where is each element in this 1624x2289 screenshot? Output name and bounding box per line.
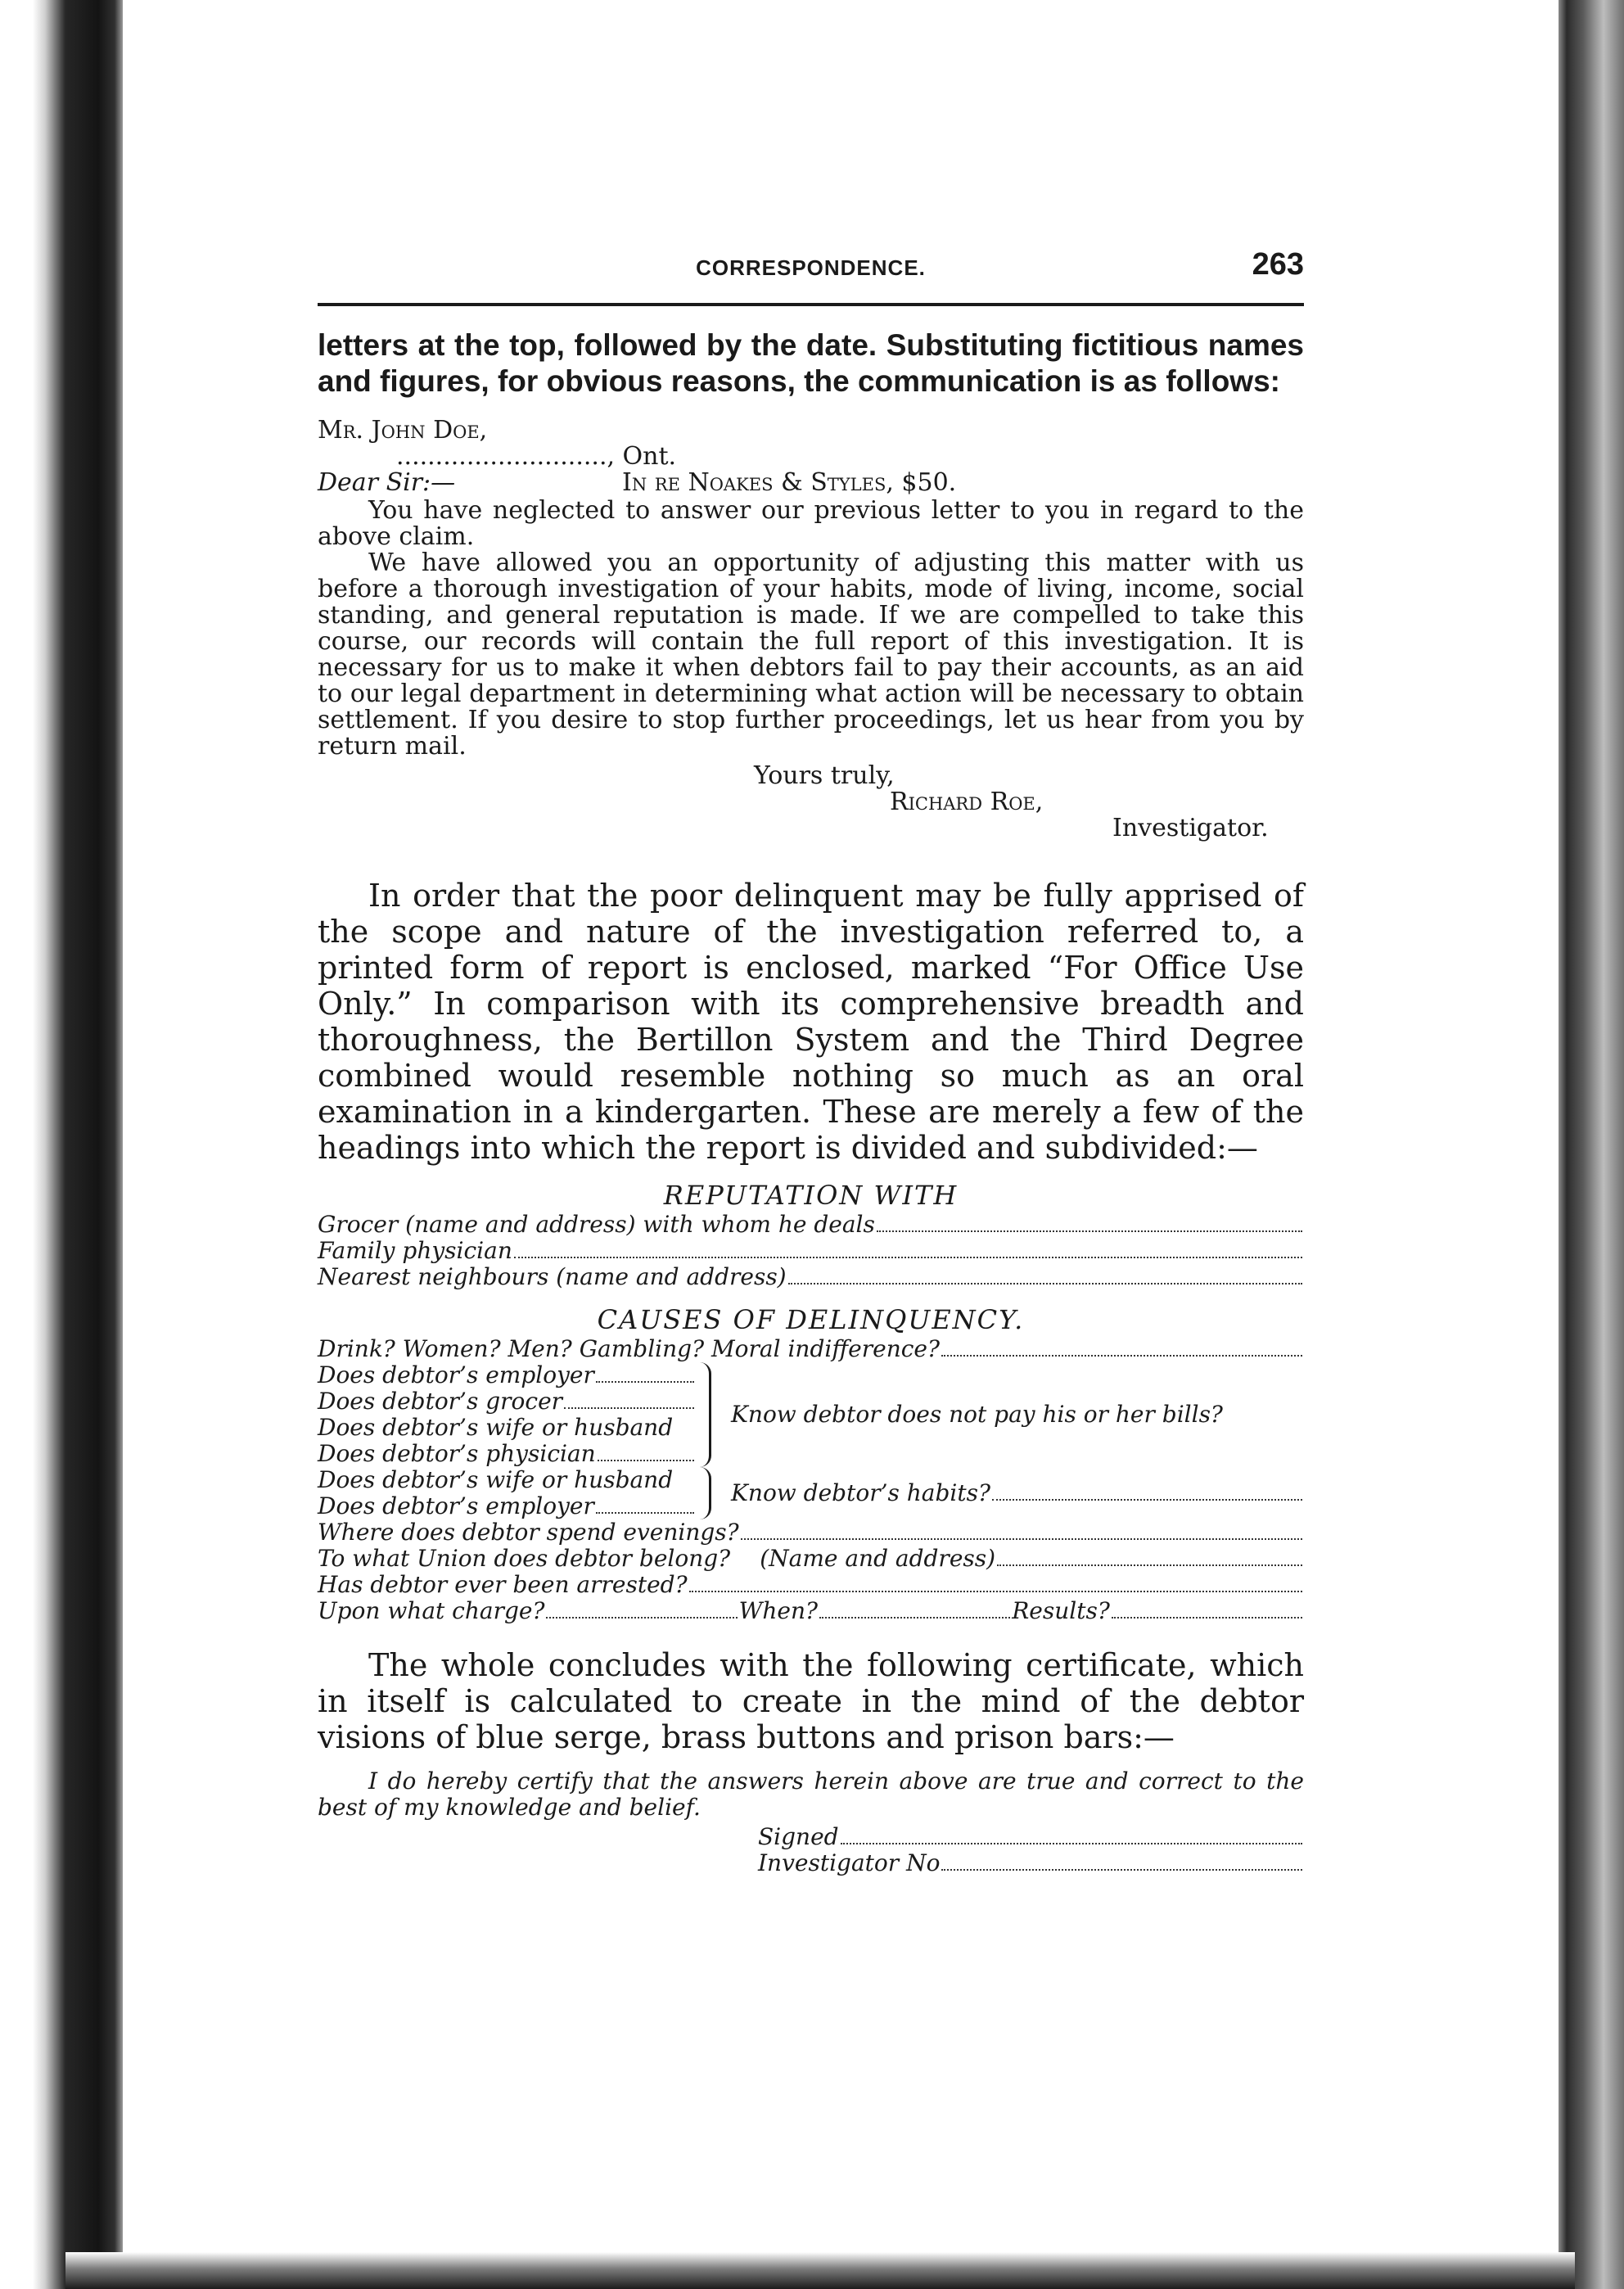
- certificate: [318, 1768, 1304, 1876]
- conclusion-paragraph: The whole concludes with the following certificate, which in itself is calculated to create in the mind of the debtor visions of blue serge, brass buttons and prison bars:—: [318, 1647, 1304, 1755]
- form-label: Signed: [758, 1823, 839, 1850]
- signature-block: [758, 1824, 1304, 1876]
- dotted-leader: [596, 1512, 694, 1514]
- dotted-leader: [564, 1407, 694, 1409]
- form-label: Does debtor’s employer: [318, 1361, 594, 1388]
- letter: [318, 418, 1304, 842]
- form-label: Know debtor does not pay his or her bills?: [731, 1401, 1223, 1428]
- dotted-leader: [941, 1869, 1302, 1871]
- reputation-form: [318, 1212, 1304, 1290]
- form-line-grocer-2: [318, 1388, 696, 1415]
- form-line-investigator-no: [758, 1850, 1304, 1876]
- dotted-leader: [598, 1460, 694, 1461]
- form-line-grocer: [318, 1212, 1304, 1238]
- form-line-union: [318, 1546, 1304, 1572]
- letter-paragraph-1: You have neglected to answer our previous letter to you in regard to the above claim.: [318, 496, 1304, 551]
- dotted-leader: [877, 1230, 1302, 1232]
- form-label: Drink? Women? Men? Gambling? Moral indifference?: [318, 1335, 940, 1362]
- dotted-leader: [819, 1617, 1010, 1619]
- form-label: Does debtor’s physician: [318, 1440, 596, 1467]
- running-title: CORRESPONDENCE.: [696, 255, 926, 280]
- intro-paragraph: letters at the top, followed by the date. Substituting fictitious names and figures, for obvious reasons, the communication is as follows:: [318, 328, 1304, 398]
- bracket-group-habits: [318, 1467, 1304, 1519]
- dotted-leader: [1112, 1617, 1302, 1619]
- form-line-physician-2: [318, 1441, 696, 1467]
- scan-binding-edge-left: [0, 0, 123, 2289]
- letter-in-re: In re Noakes & Styles, $50.: [622, 468, 957, 497]
- form-label: (Name and address): [760, 1545, 996, 1572]
- dotted-leader: [992, 1499, 1302, 1501]
- form-label: Does debtor’s employer: [318, 1492, 594, 1519]
- form-label: Results?: [1012, 1597, 1110, 1624]
- letter-addressee: Mr. John Doe,: [318, 416, 488, 445]
- form-line-spouse-2: [318, 1467, 696, 1493]
- form-label: Does debtor’s wife or husband: [318, 1466, 674, 1493]
- main-paragraph: In order that the poor delinquent may be fully apprised of the scope and nature of the investigation referred to, a printed form of report is enclosed, marked “For Office Use Only.” In comparison with its comprehensive breadth and thoroughness, the Bertillon System and the Third Degree combined would resemble nothing so much as an oral examination in a kindergarten. These are merely a few of the headings into which the report is divided and subdivided:—: [318, 878, 1304, 1166]
- book-page: [318, 246, 1304, 1876]
- form-label: Family physician: [318, 1237, 512, 1264]
- form-line-employer: [318, 1362, 696, 1388]
- form-line-evenings: [318, 1519, 1304, 1546]
- form-label: Grocer (name and address) with whom he deals: [318, 1211, 875, 1238]
- bracket-group-bills: [318, 1362, 1304, 1467]
- form-label: Nearest neighbours (name and address): [318, 1263, 787, 1290]
- form-label: Does debtor’s grocer: [318, 1388, 563, 1415]
- letter-valediction: Yours truly,: [754, 761, 895, 790]
- form-label: Has debtor ever been arrested?: [318, 1571, 688, 1598]
- salutation-row: [318, 470, 1304, 498]
- letter-signer: Richard Roe,: [890, 788, 1044, 816]
- dotted-leader: [741, 1538, 1302, 1540]
- page-number: 263: [1252, 247, 1304, 282]
- form-label: Upon what charge?: [318, 1597, 545, 1624]
- bracket-target-habits: [720, 1480, 1304, 1506]
- causes-form: [318, 1336, 1304, 1624]
- form-label: Investigator No: [758, 1849, 941, 1876]
- letter-salutation: Dear Sir:—: [318, 468, 456, 497]
- dotted-leader: [941, 1355, 1302, 1357]
- form-label: To what Union does debtor belong?: [318, 1545, 731, 1572]
- form-label: When?: [738, 1597, 819, 1624]
- dotted-leader: [596, 1381, 694, 1383]
- form-line-arrested: [318, 1572, 1304, 1598]
- dotted-leader: [514, 1257, 1302, 1258]
- reputation-heading: REPUTATION WITH: [663, 1180, 959, 1211]
- dotted-leader: [841, 1843, 1302, 1844]
- dotted-leader: [788, 1283, 1302, 1284]
- form-line-employer-2: [318, 1493, 696, 1519]
- form-line-neighbours: [318, 1264, 1304, 1290]
- letter-closing: [318, 763, 1304, 842]
- scan-page-edge-bottom: [65, 2252, 1575, 2289]
- form-label: Know debtor’s habits?: [731, 1479, 990, 1506]
- dotted-leader: [689, 1591, 1302, 1592]
- scan-page-edge-right: [1559, 0, 1624, 2289]
- brace-glyph: [696, 1467, 711, 1519]
- certificate-text: I do hereby certify that the answers herein above are true and correct to the best of my knowledge and belief.: [318, 1768, 1304, 1821]
- dotted-leader: [546, 1617, 737, 1619]
- header-rule: [318, 303, 1304, 306]
- form-line-causes: [318, 1336, 1304, 1362]
- form-line-signed: [758, 1824, 1304, 1850]
- letter-paragraph-2: We have allowed you an opportunity of adjusting this matter with us before a thorough investigation of your habits, mode of living, income, social standing, and general reputation is made. If we are compelled to take this course, our records will contain the full report of this investigation. It is necessary for us to make it when debtors fail to pay their accounts, as an aid to our legal department in determining what action will be necessary to obtain settlement. If you desire to stop further proceedings, let us hear from you by return mail.: [318, 549, 1304, 761]
- bracket-target-bills: [720, 1402, 1304, 1428]
- running-head: [318, 246, 1304, 287]
- form-label: Does debtor’s wife or husband: [318, 1414, 674, 1441]
- letter-address-line: ..........................., Ont.: [396, 442, 677, 471]
- brace-glyph: [696, 1362, 711, 1467]
- letter-signer-title: Investigator.: [1112, 814, 1269, 842]
- form-label: Where does debtor spend evenings?: [318, 1519, 739, 1546]
- form-line-spouse: [318, 1415, 696, 1441]
- dotted-leader: [997, 1564, 1302, 1566]
- form-line-charge: [318, 1598, 1304, 1624]
- form-line-physician: [318, 1238, 1304, 1264]
- causes-heading: CAUSES OF DELINQUENCY.: [597, 1304, 1025, 1335]
